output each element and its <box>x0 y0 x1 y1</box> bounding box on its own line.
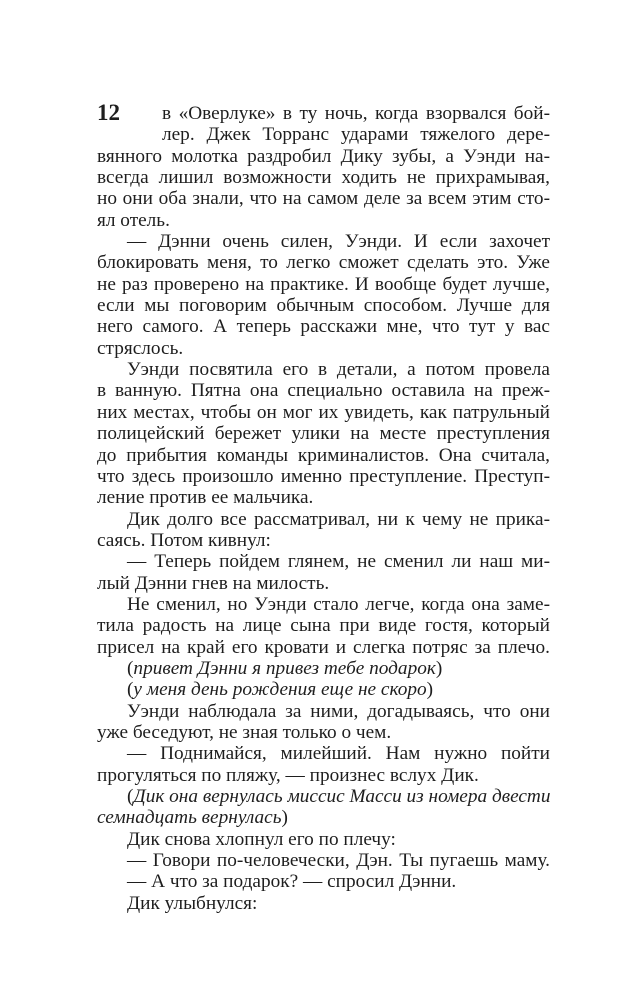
text-segment: ( <box>127 657 134 679</box>
text-segment: в ванную. Пятна она специально оставила на преж- <box>97 380 550 402</box>
italic-text: у меня день рождения еще не скоро <box>133 679 427 701</box>
text-line <box>97 786 550 807</box>
text-segment: Уэнди наблюдала за ними, догадываясь, что они <box>127 700 550 722</box>
text-segment: в «Оверлуке» в ту ночь, когда взорвался бой- <box>162 103 550 124</box>
text-line <box>97 551 550 572</box>
text-line <box>97 423 550 444</box>
text-segment: тила радость на лице сына при виде гостя, который <box>97 615 550 637</box>
text-segment: него самого. А теперь расскажи мне, что тут у вас <box>97 316 550 338</box>
text-line <box>97 402 550 423</box>
text-segment: ) <box>281 807 288 829</box>
text-line <box>97 871 550 892</box>
text-segment: прогуляться по пляжу, — произнес вслух Дик. <box>97 764 479 786</box>
text-line <box>97 338 550 359</box>
text-segment: саясь. Потом кивнул: <box>97 529 271 551</box>
italic-text: семнадцать вернулась <box>97 807 282 829</box>
page-number: 12 <box>97 100 120 125</box>
text-line <box>97 103 550 124</box>
text-line <box>97 466 550 487</box>
text-segment: если мы поговорим обычным способом. Лучше для <box>97 295 550 317</box>
text-line <box>97 210 550 231</box>
text-segment: всегда лишил возможности ходить не прихрамывая, <box>97 167 550 189</box>
text-segment: Дик улыбнулся: <box>127 892 258 914</box>
text-segment: лер. Джек Торранс ударами тяжелого дере- <box>162 124 550 146</box>
text-segment: них местах, чтобы он мог их увидеть, как патрульный <box>97 401 550 423</box>
text-line <box>97 252 550 273</box>
text-line <box>97 850 550 871</box>
text-line <box>97 722 550 743</box>
text-segment: ( <box>127 679 134 701</box>
text-line <box>97 124 550 145</box>
text-segment: Не сменил, но Уэнди стало легче, когда она заме- <box>127 593 550 615</box>
text-segment: стряслось. <box>97 337 184 359</box>
italic-text: привет Дэнни я привез тебе подарок <box>133 657 436 679</box>
text-segment: Уэнди посвятила его в детали, а потом провела <box>127 359 550 381</box>
text-line <box>97 359 550 380</box>
text-line <box>97 765 550 786</box>
text-segment: ял отель. <box>97 209 170 231</box>
text-line <box>97 594 550 615</box>
text-line <box>97 530 550 551</box>
text-line <box>97 829 550 850</box>
text-segment: ( <box>127 786 134 807</box>
text-segment: лый Дэнни гнев на милость. <box>97 572 330 594</box>
text-line <box>97 509 550 530</box>
text-segment: полицейский бережет улики на месте преступления <box>97 423 550 445</box>
text-segment: присел на край его кровати и слегка потряс за плечо. <box>97 636 550 658</box>
text-segment: ление против ее мальчика. <box>97 487 314 509</box>
text-line <box>97 679 550 700</box>
text-segment: блокировать меня, то легко сможет сделать это. Уже <box>97 252 550 274</box>
text-line <box>97 701 550 722</box>
text-segment: уже беседуют, не зная только о чем. <box>97 721 392 743</box>
text-line <box>97 146 550 167</box>
text-line <box>97 167 550 188</box>
text-line <box>97 445 550 466</box>
text-line <box>97 380 550 401</box>
text-segment: — Теперь пойдем глянем, не сменил ли наш ми- <box>127 551 550 573</box>
text-segment: вянного молотка раздробил Дику зубы, а Уэнди на- <box>97 145 550 167</box>
text-line <box>97 231 550 252</box>
text-line <box>97 188 550 209</box>
text-segment: но они оба знали, что на самом деле за всем этим сто- <box>97 188 550 210</box>
text-line <box>97 487 550 508</box>
text-segment: что здесь произошло именно преступление. Преступ- <box>97 465 550 487</box>
text-line <box>97 893 550 914</box>
text-segment: до прибытия команды криминалистов. Она считала, <box>97 444 550 466</box>
text-line <box>97 658 550 679</box>
text-line <box>97 274 550 295</box>
italic-text: Дик она вернулась миссис Масси из номера двести <box>133 786 551 807</box>
text-line <box>97 743 550 764</box>
text-segment: — Дэнни очень силен, Уэнди. И если захочет <box>127 231 550 253</box>
text-line <box>97 807 550 828</box>
text-segment: не раз проверено на практике. И вообще будет лучше, <box>97 273 550 295</box>
text-segment: — Поднимайся, милейший. Нам нужно пойти <box>127 743 550 765</box>
text-segment: Дик долго все рассматривал, ни к чему не прика- <box>127 508 550 530</box>
body-text <box>97 103 550 914</box>
text-segment: — Говори по-человечески, Дэн. Ты пугаешь маму. <box>127 850 550 872</box>
text-segment: Дик снова хлопнул его по плечу: <box>127 828 396 850</box>
text-line <box>97 573 550 594</box>
text-line <box>97 615 550 636</box>
text-segment: ) <box>435 657 443 679</box>
text-line <box>97 637 550 658</box>
text-segment: ) <box>426 679 434 701</box>
text-segment: — А что за подарок? — спросил Дэнни. <box>127 871 457 893</box>
text-line <box>97 316 550 337</box>
text-line <box>97 295 550 316</box>
